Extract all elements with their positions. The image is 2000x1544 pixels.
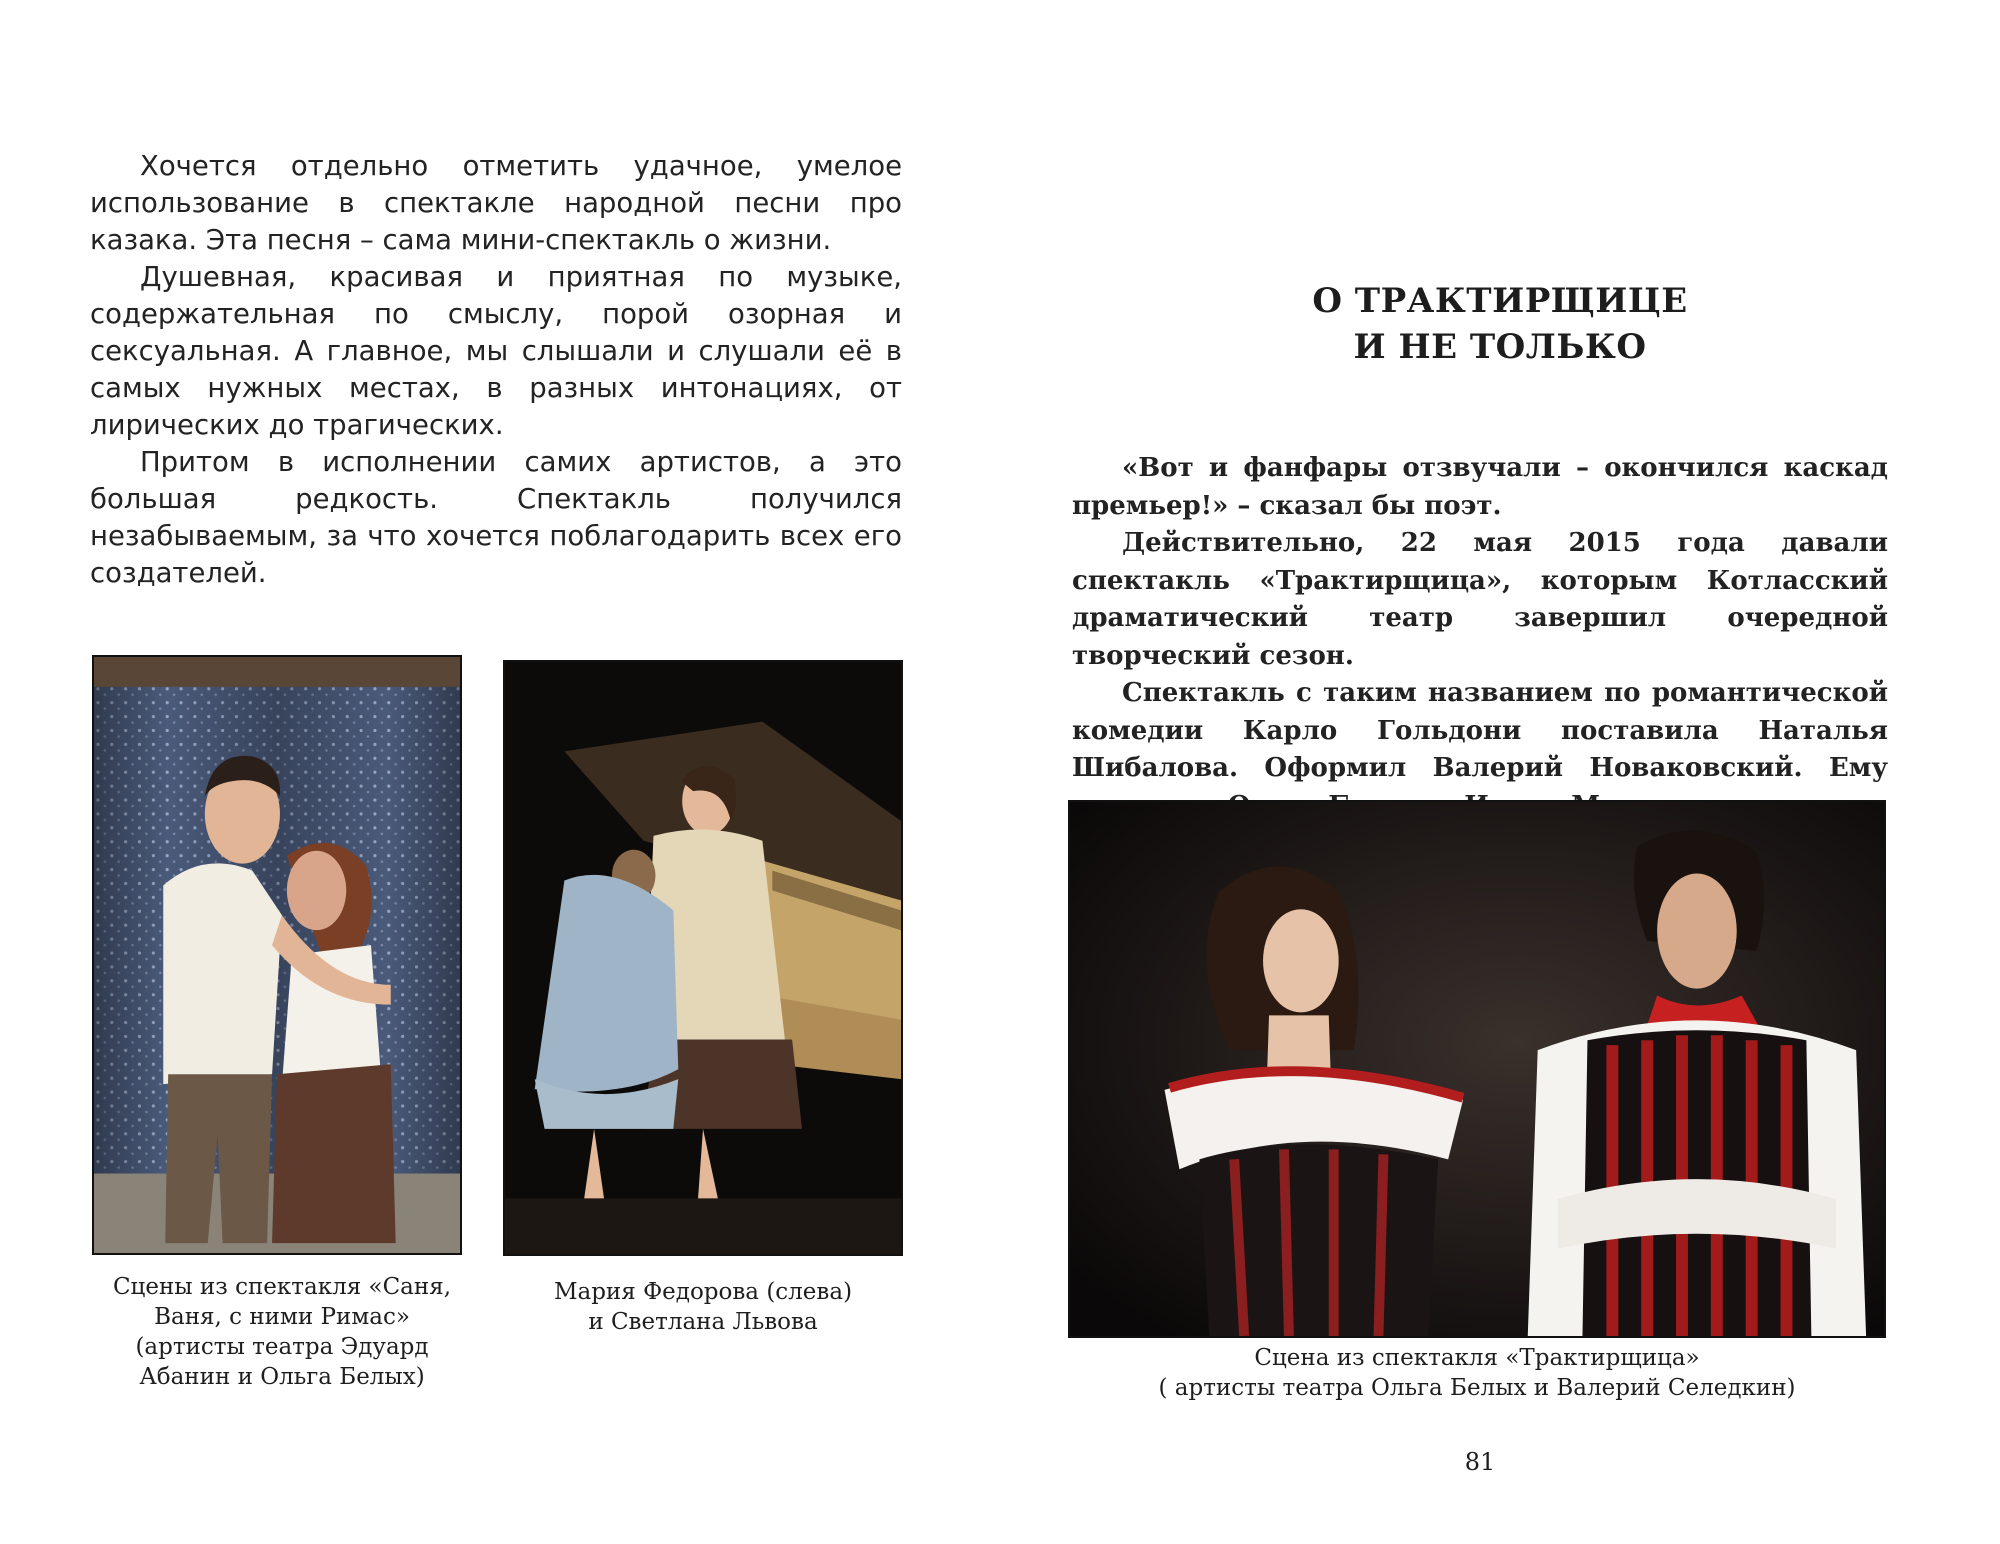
left-paragraph-3: Притом в исполнении самих артистов, а это большая редкость. Спектакль получился незабываемым, за что хочется поблагодарить всех его создателей. [90, 446, 902, 589]
caption-line: (артисты театра Эдуард [135, 1334, 429, 1360]
caption-line: Ваня, с ними Римас» [154, 1304, 410, 1330]
photo-innkeeper-caption [1068, 1343, 1886, 1403]
photo-couple-caption [92, 1272, 472, 1392]
caption-line: и Светлана Львова [588, 1309, 818, 1335]
right-paragraph-3: Спектакль с таким названием по романтической комедии Карло Гольдони поставила Наталья Шибалова. Оформил Валерий Новаковский. Ему [1072, 678, 1888, 783]
right-paragraph-1: «Вот и фанфары отзвучали – окончился каскад премьер!» – сказал бы поэт. [1072, 453, 1888, 521]
caption-line: Мария Федорова (слева) [553, 1279, 853, 1305]
photo-innkeeper-scene [1068, 800, 1886, 1338]
caption-line: Сцены из спектакля «Саня, [112, 1274, 452, 1300]
caption-line: Сцена из спектакля «Трактирщица» [1254, 1345, 1700, 1371]
left-paragraph-2: Душевная, красивая и приятная по музыке, содержательная по смыслу, порой озорная и сексуальная. А главное, мы слышали и слушали её в самых нужных местах, в разных интонациях, от лирических до трагических. [90, 261, 902, 441]
right-paragraph-2: Действительно, 22 мая 2015 года давали спектакль «Трактирщица», которым Котласский драматический театр завершил очередной творческий сезон. [1072, 528, 1888, 671]
caption-line: Абанин и Ольга Белых) [139, 1364, 425, 1390]
photo-couple-embracing [92, 655, 462, 1255]
left-page-body-text [90, 148, 902, 592]
caption-line: ( артисты театра Ольга Белых и Валерий Селедкин) [1158, 1375, 1796, 1401]
right-page-body-text [1072, 450, 1888, 825]
chapter-title-line: О ТРАКТИРЩИЦЕ [1312, 281, 1688, 321]
chapter-title [1000, 278, 2000, 370]
photo-two-women [503, 660, 903, 1256]
page-number: 81 [1464, 1448, 1496, 1476]
left-paragraph-1: Хочется отдельно отметить удачное, умелое использование в спектакле народной песни про казака. Эта песня – сама мини-спектакль о жизни. [90, 150, 902, 256]
photo-two-women-caption [503, 1277, 903, 1337]
chapter-title-line: И НЕ ТОЛЬКО [1353, 327, 1647, 367]
